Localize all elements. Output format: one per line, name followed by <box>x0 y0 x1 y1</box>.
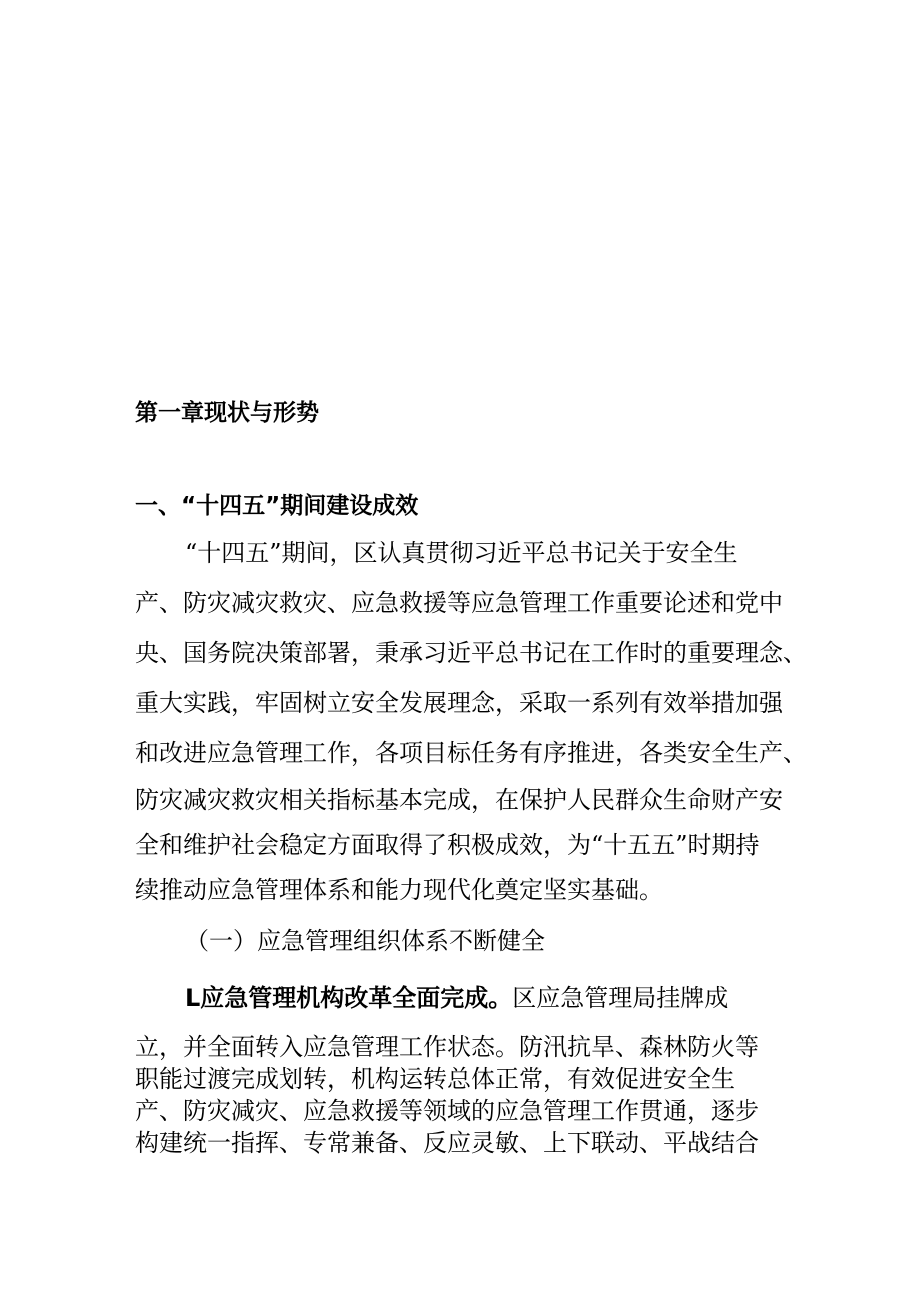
paragraph-line: “十四五”期间，区认真贯彻习近平总书记关于安全生 <box>185 539 738 567</box>
paragraph-lead-line <box>185 983 728 1013</box>
paragraph-line: 产、防灾减灾救灾、应急救援等应急管理工作重要论述和党中 <box>135 589 783 617</box>
paragraph-line: 全和维护社会稳定方面取得了积极成效，为“十五五”时期持 <box>135 831 760 859</box>
paragraph-line: 构建统一指挥、专常兼备、反应灵敏、上下联动、平战结合 <box>135 1129 759 1157</box>
paragraph-lead-bold: L应急管理机构改革全面完成。 <box>185 984 513 1012</box>
section-title: 一、“十四五”期间建设成效 <box>135 493 419 519</box>
paragraph-lead-rest: 区应急管理局挂牌成 <box>512 984 729 1012</box>
paragraph-line: 防灾减灾救灾相关指标基本完成，在保护人民群众生命财产安 <box>135 786 783 814</box>
subsection-title: （一）应急管理组织体系不断健全 <box>185 927 545 955</box>
paragraph-line: 续推动应急管理体系和能力现代化奠定坚实基础。 <box>135 876 663 904</box>
chapter-title: 第一章现状与形势 <box>135 400 319 426</box>
paragraph-line: 立，并全面转入应急管理工作状态。防汛抗旱、森林防火等 <box>135 1033 759 1061</box>
paragraph-line: 央、国务院决策部署，秉承习近平总书记在工作时的重要理念、 <box>135 639 807 667</box>
paragraph-line: 和改进应急管理工作，各项目标任务有序推进，各类安全生产、 <box>135 739 807 767</box>
paragraph-line: 产、防灾减灾、应急救援等领域的应急管理工作贯通，逐步 <box>135 1097 759 1125</box>
paragraph-line: 重大实践，牢固树立安全发展理念，采取一系列有效举措加强 <box>135 689 783 717</box>
paragraph-line: 职能过渡完成划转，机构运转总体正常，有效促进安全生 <box>135 1065 735 1093</box>
